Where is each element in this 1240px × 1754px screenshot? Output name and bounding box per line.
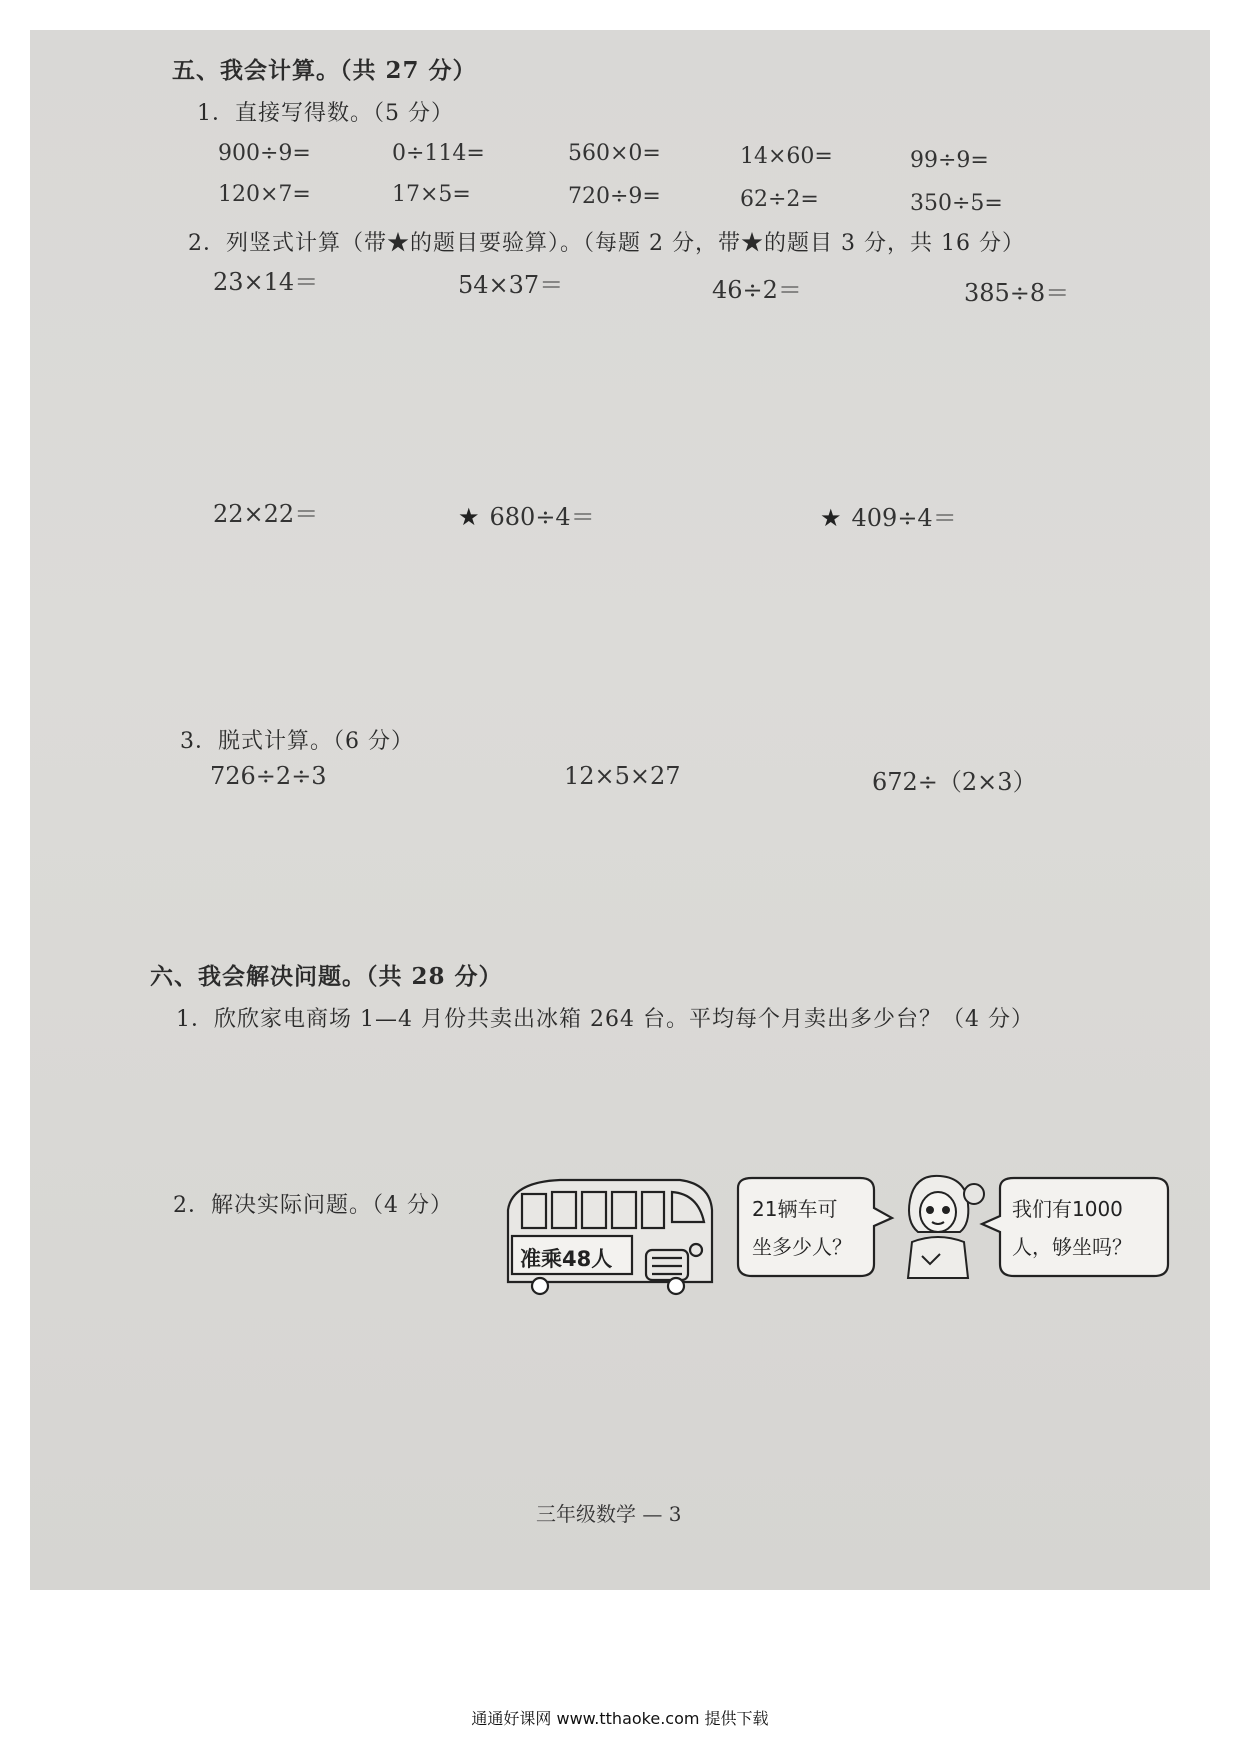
oral-calc-item: 0÷114= bbox=[392, 141, 485, 166]
vertical-calc-item-starred bbox=[458, 497, 595, 532]
vertical-calc-item-starred bbox=[820, 498, 957, 533]
vertical-calc-item: 22×22＝ bbox=[213, 500, 319, 528]
starred-expression: 409÷4＝ bbox=[851, 504, 957, 532]
site-footer: 通通好课网 www.tthaoke.com 提供下载 bbox=[471, 1709, 769, 1728]
oral-calc-item: 560×0= bbox=[568, 141, 661, 166]
stepwise-calc-item: 12×5×27 bbox=[564, 762, 681, 790]
bubble2-line1: 我们有1000 bbox=[1012, 1197, 1123, 1221]
stepwise-calc-item: 672÷（2×3） bbox=[872, 768, 1037, 796]
s6-q2-title: 2．解决实际问题。（4 分） bbox=[173, 1193, 453, 1218]
star-icon: ★ bbox=[820, 504, 842, 532]
vertical-calc-item: 54×37＝ bbox=[458, 271, 564, 299]
star-icon: ★ bbox=[458, 503, 480, 531]
oral-calc-item: 17×5= bbox=[392, 182, 471, 207]
oral-calc-item: 99÷9= bbox=[910, 148, 989, 173]
oral-calc-item: 120×7= bbox=[218, 182, 311, 207]
oral-calc-item: 62÷2= bbox=[740, 187, 819, 212]
section5-title: 五、我会计算。（共 27 分） bbox=[172, 57, 477, 84]
q2-title: 2．列竖式计算（带★的题目要验算）。（每题 2 分，带★的题目 3 分，共 16 分） bbox=[188, 231, 1025, 256]
bus-icon bbox=[508, 1180, 712, 1294]
starred-expression: 680÷4＝ bbox=[489, 503, 595, 531]
bubble1-line2: 坐多少人？ bbox=[752, 1235, 852, 1259]
bubble1-line1: 21辆车可 bbox=[752, 1197, 838, 1221]
section6-title: 六、我会解决问题。（共 28 分） bbox=[150, 963, 503, 990]
page-footer: 三年级数学 — 3 bbox=[536, 1502, 682, 1526]
stepwise-calc-item: 726÷2÷3 bbox=[210, 762, 327, 790]
exam-paper bbox=[30, 30, 1210, 1590]
oral-calc-item: 900÷9= bbox=[218, 141, 311, 166]
vertical-calc-item: 46÷2＝ bbox=[712, 276, 802, 304]
speech-bubble-2 bbox=[982, 1178, 1168, 1276]
oral-calc-item: 350÷5= bbox=[910, 191, 1003, 216]
vertical-calc-item: 385÷8＝ bbox=[964, 279, 1070, 307]
oral-calc-item: 720÷9= bbox=[568, 184, 661, 209]
speech-bubble-1 bbox=[738, 1178, 892, 1276]
bus-capacity-label: 准乘48人 bbox=[520, 1247, 613, 1271]
bubble2-line2: 人，够坐吗？ bbox=[1012, 1235, 1132, 1259]
vertical-calc-item: 23×14＝ bbox=[213, 268, 319, 296]
q1-title: 1．直接写得数。（5 分） bbox=[197, 101, 454, 126]
girl-icon bbox=[908, 1176, 984, 1278]
oral-calc-item: 14×60= bbox=[740, 144, 833, 169]
q3-title: 3．脱式计算。（6 分） bbox=[180, 729, 414, 754]
s6-q1-text: 1．欣欣家电商场 1—4 月份共卖出冰箱 264 台。平均每个月卖出多少台？（4 分） bbox=[176, 1007, 1034, 1032]
problem-illustration bbox=[500, 1170, 1180, 1310]
